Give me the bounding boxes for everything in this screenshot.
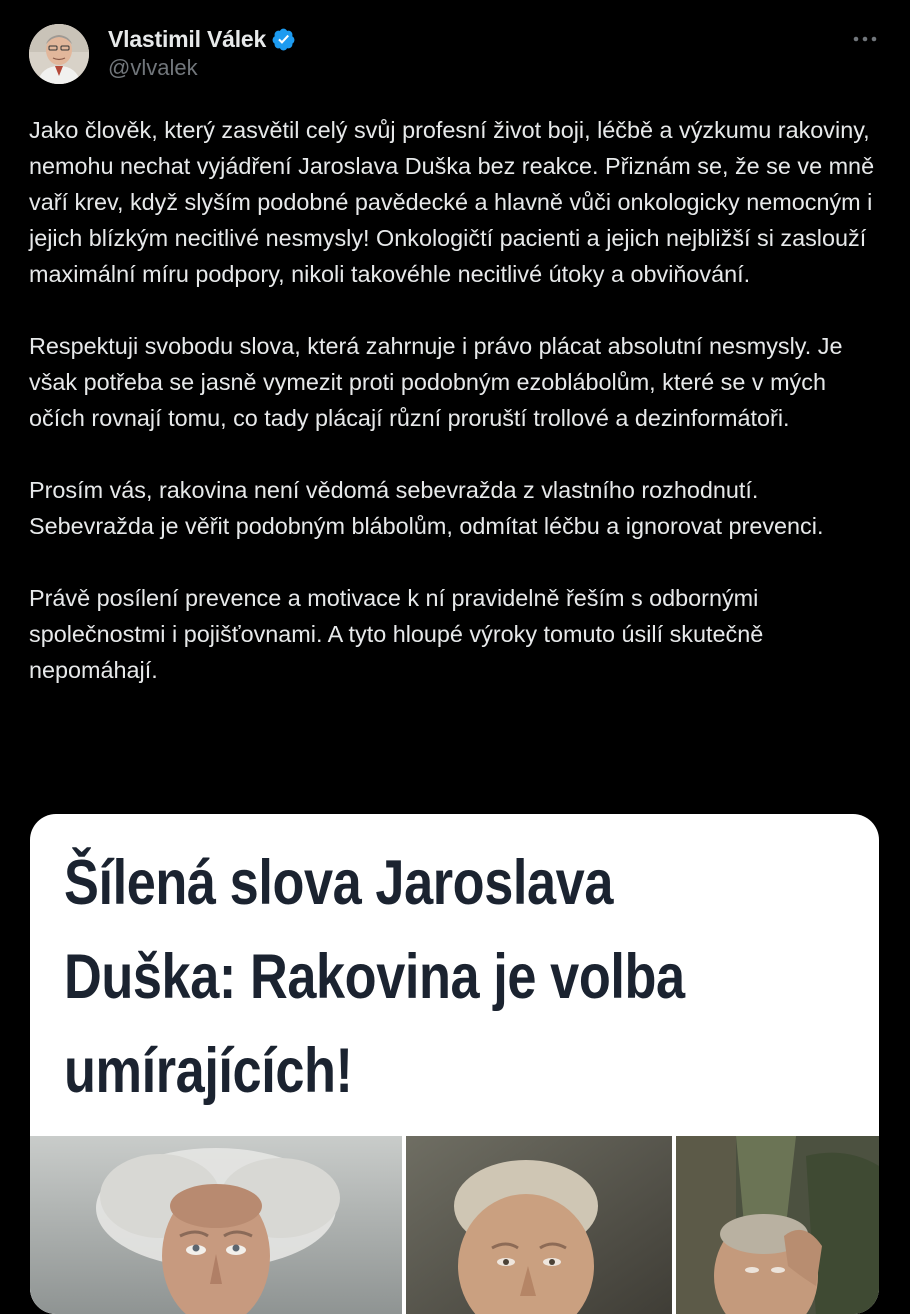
more-options-button[interactable] bbox=[850, 26, 880, 52]
more-options-icon bbox=[852, 35, 878, 43]
tweet-paragraph: Jako člověk, který zasvětil celý svůj profesní život boji, léčbě a výzkumu rakoviny, nemohu nechat vyjádření Jaroslava Duška bez reakce. Přiznám se, že se ve mně vaří krev, když slyším podobné pavědecké a hlavně vůči onkologicky nemocným i jejich blízkým necitlivé nesmysly! Onkologičtí pacienti a jejich nejbližší si zaslouží maximální míru podpory, nikoli takovéhle necitlivé útoky a obviňování. bbox=[29, 117, 875, 287]
tweet-text bbox=[29, 112, 881, 688]
media-photo-strip bbox=[30, 1136, 879, 1314]
author-handle[interactable]: @vlvalek bbox=[108, 55, 198, 80]
author-display-name[interactable]: Vlastimil Válek bbox=[108, 25, 267, 52]
media-photo-1[interactable] bbox=[30, 1136, 402, 1314]
media-photo-2[interactable] bbox=[406, 1136, 672, 1314]
tweet-paragraph: Respektuji svobodu slova, která zahrnuje i právo plácat absolutní nesmysly. Je však potřeba se jasně vymezit proti podobným ezoblábolům, které se v mých očích rovnají tomu, co tady plácají různí proruští trollové a dezinformátoři. bbox=[29, 333, 843, 431]
name-row bbox=[108, 24, 296, 54]
tweet-paragraph: Právě posílení prevence a motivace k ní pravidelně řeším s odbornými společnostmi i pojišťovnami. A tyto hloupé výroky tomuto úsilí skutečně nepomáhají. bbox=[29, 585, 764, 683]
author-avatar[interactable] bbox=[29, 24, 89, 84]
media-photo-3[interactable] bbox=[676, 1136, 879, 1314]
avatar-image bbox=[29, 24, 89, 84]
verified-badge-icon bbox=[271, 27, 296, 52]
tweet-paragraph: Prosím vás, rakovina není vědomá sebevražda z vlastního rozhodnutí. Sebevražda je věřit podobným blábolům, odmítat léčbu a ignorovat prevenci. bbox=[29, 477, 824, 539]
tweet-media-card[interactable] bbox=[30, 814, 879, 1314]
media-headline: Šílená slova Jaroslava Duška: Rakovina je volba umírajících! bbox=[64, 848, 685, 1106]
author-info bbox=[108, 24, 296, 81]
